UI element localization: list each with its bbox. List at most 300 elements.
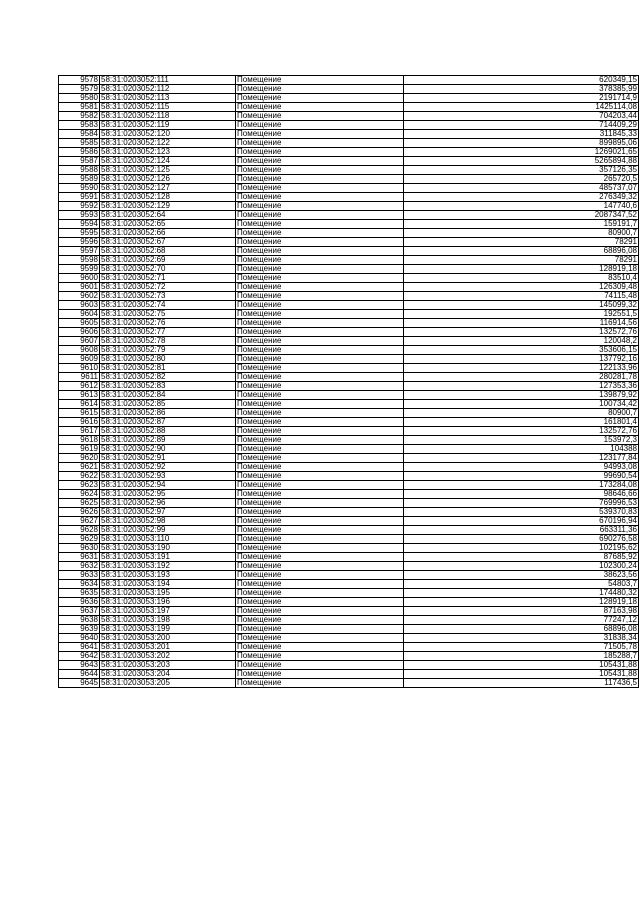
object-type-cell: Помещение xyxy=(236,184,404,193)
object-type-cell: Помещение xyxy=(236,418,404,427)
table-row xyxy=(59,445,639,454)
object-type-cell: Помещение xyxy=(236,247,404,256)
table-row xyxy=(59,238,639,247)
cadastral-value-cell: 690276,58 xyxy=(404,535,639,544)
row-number-cell: 9644 xyxy=(59,670,100,679)
table-row xyxy=(59,409,639,418)
table-row xyxy=(59,319,639,328)
object-type-cell: Помещение xyxy=(236,94,404,103)
cadastral-value-cell: 102300,24 xyxy=(404,562,639,571)
row-number-cell: 9605 xyxy=(59,319,100,328)
table-row xyxy=(59,130,639,139)
table-row xyxy=(59,265,639,274)
table-row xyxy=(59,166,639,175)
cadastral-number-cell: 58:31:0203052:124 xyxy=(100,157,236,166)
cadastral-value-cell: 153972,3 xyxy=(404,436,639,445)
row-number-cell: 9608 xyxy=(59,346,100,355)
object-type-cell: Помещение xyxy=(236,580,404,589)
cadastral-number-cell: 58:31:0203052:66 xyxy=(100,229,236,238)
row-number-cell: 9585 xyxy=(59,139,100,148)
cadastral-value-cell: 68896,08 xyxy=(404,247,639,256)
object-type-cell: Помещение xyxy=(236,319,404,328)
table-row xyxy=(59,400,639,409)
table-row xyxy=(59,112,639,121)
cadastral-value-cell: 54803,7 xyxy=(404,580,639,589)
cadastral-value-cell: 80900,7 xyxy=(404,409,639,418)
row-number-cell: 9606 xyxy=(59,328,100,337)
cadastral-number-cell: 58:31:0203052:86 xyxy=(100,409,236,418)
row-number-cell: 9616 xyxy=(59,418,100,427)
object-type-cell: Помещение xyxy=(236,202,404,211)
row-number-cell: 9596 xyxy=(59,238,100,247)
row-number-cell: 9640 xyxy=(59,634,100,643)
cadastral-value-cell: 123177,84 xyxy=(404,454,639,463)
object-type-cell: Помещение xyxy=(236,238,404,247)
row-number-cell: 9634 xyxy=(59,580,100,589)
row-number-cell: 9592 xyxy=(59,202,100,211)
table-row xyxy=(59,337,639,346)
object-type-cell: Помещение xyxy=(236,436,404,445)
object-type-cell: Помещение xyxy=(236,121,404,130)
cadastral-value-cell: 139879,92 xyxy=(404,391,639,400)
table-row xyxy=(59,427,639,436)
cadastral-number-cell: 58:31:0203052:79 xyxy=(100,346,236,355)
table-row xyxy=(59,310,639,319)
row-number-cell: 9593 xyxy=(59,211,100,220)
object-type-cell: Помещение xyxy=(236,76,404,85)
cadastral-number-cell: 58:31:0203052:83 xyxy=(100,382,236,391)
row-number-cell: 9643 xyxy=(59,661,100,670)
row-number-cell: 9627 xyxy=(59,517,100,526)
row-number-cell: 9581 xyxy=(59,103,100,112)
cadastral-value-cell: 704203,44 xyxy=(404,112,639,121)
table-row xyxy=(59,373,639,382)
object-type-cell: Помещение xyxy=(236,544,404,553)
table-row xyxy=(59,553,639,562)
cadastral-number-cell: 58:31:0203052:120 xyxy=(100,130,236,139)
table-row xyxy=(59,382,639,391)
table-row xyxy=(59,616,639,625)
object-type-cell: Помещение xyxy=(236,625,404,634)
row-number-cell: 9609 xyxy=(59,355,100,364)
cadastral-number-cell: 58:31:0203052:67 xyxy=(100,238,236,247)
object-type-cell: Помещение xyxy=(236,526,404,535)
cadastral-number-cell: 58:31:0203052:93 xyxy=(100,472,236,481)
cadastral-value-cell: 161801,4 xyxy=(404,418,639,427)
cadastral-value-cell: 265720,5 xyxy=(404,175,639,184)
table-row xyxy=(59,463,639,472)
object-type-cell: Помещение xyxy=(236,157,404,166)
cadastral-value-cell: 173284,08 xyxy=(404,481,639,490)
table-row xyxy=(59,355,639,364)
row-number-cell: 9583 xyxy=(59,121,100,130)
object-type-cell: Помещение xyxy=(236,292,404,301)
cadastral-number-cell: 58:31:0203052:73 xyxy=(100,292,236,301)
row-number-cell: 9645 xyxy=(59,679,100,688)
table-row xyxy=(59,301,639,310)
cadastral-value-cell: 663311,36 xyxy=(404,526,639,535)
row-number-cell: 9595 xyxy=(59,229,100,238)
row-number-cell: 9620 xyxy=(59,454,100,463)
object-type-cell: Помещение xyxy=(236,355,404,364)
table-row xyxy=(59,175,639,184)
table-row xyxy=(59,481,639,490)
cadastral-value-cell: 77247,12 xyxy=(404,616,639,625)
table-row xyxy=(59,211,639,220)
table-row xyxy=(59,580,639,589)
cadastral-value-cell: 128919,18 xyxy=(404,598,639,607)
cadastral-value-cell: 126309,48 xyxy=(404,283,639,292)
cadastral-value-cell: 98646,66 xyxy=(404,490,639,499)
cadastral-value-cell: 276349,32 xyxy=(404,193,639,202)
cadastral-value-cell: 2087347,52 xyxy=(404,211,639,220)
cadastral-value-cell: 185288,7 xyxy=(404,652,639,661)
cadastral-value-cell: 94993,08 xyxy=(404,463,639,472)
table-row xyxy=(59,625,639,634)
cadastral-value-cell: 102195,62 xyxy=(404,544,639,553)
table-row xyxy=(59,229,639,238)
table-row xyxy=(59,661,639,670)
cadastral-number-cell: 58:31:0203053:200 xyxy=(100,634,236,643)
cadastral-value-cell: 117436,5 xyxy=(404,679,639,688)
row-number-cell: 9624 xyxy=(59,490,100,499)
cadastral-value-cell: 122133,96 xyxy=(404,364,639,373)
table-row xyxy=(59,148,639,157)
object-type-cell: Помещение xyxy=(236,265,404,274)
table-row xyxy=(59,454,639,463)
cadastral-value-cell: 5265894,88 xyxy=(404,157,639,166)
table-row xyxy=(59,643,639,652)
object-type-cell: Помещение xyxy=(236,139,404,148)
table-row xyxy=(59,76,639,85)
table-row xyxy=(59,193,639,202)
table-row xyxy=(59,535,639,544)
row-number-cell: 9633 xyxy=(59,571,100,580)
cadastral-value-cell: 105431,88 xyxy=(404,661,639,670)
object-type-cell: Помещение xyxy=(236,508,404,517)
object-type-cell: Помещение xyxy=(236,274,404,283)
table-row xyxy=(59,184,639,193)
row-number-cell: 9604 xyxy=(59,310,100,319)
cadastral-value-cell: 99690,54 xyxy=(404,472,639,481)
cadastral-number-cell: 58:31:0203052:95 xyxy=(100,490,236,499)
object-type-cell: Помещение xyxy=(236,328,404,337)
cadastral-number-cell: 58:31:0203052:123 xyxy=(100,148,236,157)
cadastral-number-cell: 58:31:0203053:196 xyxy=(100,598,236,607)
cadastral-number-cell: 58:31:0203052:88 xyxy=(100,427,236,436)
object-type-cell: Помещение xyxy=(236,148,404,157)
cadastral-number-cell: 58:31:0203053:191 xyxy=(100,553,236,562)
object-type-cell: Помещение xyxy=(236,373,404,382)
table-row xyxy=(59,517,639,526)
cadastral-number-cell: 58:31:0203052:115 xyxy=(100,103,236,112)
table-row xyxy=(59,571,639,580)
object-type-cell: Помещение xyxy=(236,535,404,544)
cadastral-number-cell: 58:31:0203052:75 xyxy=(100,310,236,319)
row-number-cell: 9623 xyxy=(59,481,100,490)
object-type-cell: Помещение xyxy=(236,175,404,184)
cadastral-number-cell: 58:31:0203052:74 xyxy=(100,301,236,310)
cadastral-number-cell: 58:31:0203053:194 xyxy=(100,580,236,589)
cadastral-number-cell: 58:31:0203052:128 xyxy=(100,193,236,202)
cadastral-number-cell: 58:31:0203052:68 xyxy=(100,247,236,256)
cadastral-number-cell: 58:31:0203053:205 xyxy=(100,679,236,688)
object-type-cell: Помещение xyxy=(236,490,404,499)
row-number-cell: 9599 xyxy=(59,265,100,274)
cadastral-value-cell: 539370,83 xyxy=(404,508,639,517)
table-row xyxy=(59,157,639,166)
cadastral-number-cell: 58:31:0203053:199 xyxy=(100,625,236,634)
row-number-cell: 9642 xyxy=(59,652,100,661)
table-row xyxy=(59,202,639,211)
cadastral-number-cell: 58:31:0203053:203 xyxy=(100,661,236,670)
table-row xyxy=(59,274,639,283)
cadastral-number-cell: 58:31:0203052:81 xyxy=(100,364,236,373)
row-number-cell: 9631 xyxy=(59,553,100,562)
table-row xyxy=(59,220,639,229)
row-number-cell: 9635 xyxy=(59,589,100,598)
cadastral-number-cell: 58:31:0203052:96 xyxy=(100,499,236,508)
cadastral-number-cell: 58:31:0203052:69 xyxy=(100,256,236,265)
object-type-cell: Помещение xyxy=(236,598,404,607)
cadastral-number-cell: 58:31:0203052:94 xyxy=(100,481,236,490)
table-row xyxy=(59,562,639,571)
cadastral-number-cell: 58:31:0203052:71 xyxy=(100,274,236,283)
cadastral-number-cell: 58:31:0203052:126 xyxy=(100,175,236,184)
table-row xyxy=(59,283,639,292)
cadastral-value-cell: 80900,7 xyxy=(404,229,639,238)
cadastral-value-cell: 357126,35 xyxy=(404,166,639,175)
row-number-cell: 9625 xyxy=(59,499,100,508)
table-row xyxy=(59,247,639,256)
row-number-cell: 9622 xyxy=(59,472,100,481)
table-row xyxy=(59,607,639,616)
cadastral-value-cell: 192551,5 xyxy=(404,310,639,319)
cadastral-number-cell: 58:31:0203052:77 xyxy=(100,328,236,337)
row-number-cell: 9582 xyxy=(59,112,100,121)
row-number-cell: 9641 xyxy=(59,643,100,652)
row-number-cell: 9601 xyxy=(59,283,100,292)
row-number-cell: 9618 xyxy=(59,436,100,445)
table-row xyxy=(59,634,639,643)
object-type-cell: Помещение xyxy=(236,571,404,580)
cadastral-value-cell: 132572,76 xyxy=(404,427,639,436)
table-row xyxy=(59,589,639,598)
cadastral-number-cell: 58:31:0203052:80 xyxy=(100,355,236,364)
object-type-cell: Помещение xyxy=(236,634,404,643)
cadastral-number-cell: 58:31:0203052:92 xyxy=(100,463,236,472)
object-type-cell: Помещение xyxy=(236,337,404,346)
object-type-cell: Помещение xyxy=(236,454,404,463)
object-type-cell: Помещение xyxy=(236,85,404,94)
cadastral-number-cell: 58:31:0203053:197 xyxy=(100,607,236,616)
object-type-cell: Помещение xyxy=(236,661,404,670)
cadastral-number-cell: 58:31:0203052:78 xyxy=(100,337,236,346)
row-number-cell: 9598 xyxy=(59,256,100,265)
cadastral-value-cell: 2191714,9 xyxy=(404,94,639,103)
object-type-cell: Помещение xyxy=(236,256,404,265)
cadastral-number-cell: 58:31:0203053:110 xyxy=(100,535,236,544)
cadastral-number-cell: 58:31:0203053:204 xyxy=(100,670,236,679)
table-row xyxy=(59,418,639,427)
table-row xyxy=(59,328,639,337)
cadastral-value-cell: 74115,48 xyxy=(404,292,639,301)
cadastral-value-cell: 78291 xyxy=(404,256,639,265)
cadastral-number-cell: 58:31:0203052:72 xyxy=(100,283,236,292)
cadastral-number-cell: 58:31:0203052:122 xyxy=(100,139,236,148)
cadastral-value-cell: 116914,56 xyxy=(404,319,639,328)
cadastral-value-cell: 485737,07 xyxy=(404,184,639,193)
object-type-cell: Помещение xyxy=(236,499,404,508)
row-number-cell: 9603 xyxy=(59,301,100,310)
table-row xyxy=(59,670,639,679)
table-row xyxy=(59,391,639,400)
row-number-cell: 9597 xyxy=(59,247,100,256)
cadastral-value-cell: 100734,42 xyxy=(404,400,639,409)
object-type-cell: Помещение xyxy=(236,400,404,409)
object-type-cell: Помещение xyxy=(236,112,404,121)
cadastral-number-cell: 58:31:0203052:127 xyxy=(100,184,236,193)
object-type-cell: Помещение xyxy=(236,409,404,418)
object-type-cell: Помещение xyxy=(236,679,404,688)
row-number-cell: 9637 xyxy=(59,607,100,616)
cadastral-value-cell: 311845,33 xyxy=(404,130,639,139)
cadastral-value-cell: 899895,06 xyxy=(404,139,639,148)
object-type-cell: Помещение xyxy=(236,643,404,652)
object-type-cell: Помещение xyxy=(236,301,404,310)
table-row xyxy=(59,490,639,499)
table-row xyxy=(59,679,639,688)
table-row xyxy=(59,346,639,355)
row-number-cell: 9636 xyxy=(59,598,100,607)
row-number-cell: 9626 xyxy=(59,508,100,517)
object-type-cell: Помещение xyxy=(236,445,404,454)
cadastral-value-cell: 83510,4 xyxy=(404,274,639,283)
row-number-cell: 9611 xyxy=(59,373,100,382)
table-row xyxy=(59,139,639,148)
row-number-cell: 9587 xyxy=(59,157,100,166)
table-row xyxy=(59,121,639,130)
object-type-cell: Помещение xyxy=(236,103,404,112)
table-row xyxy=(59,472,639,481)
cadastral-value-cell: 1425114,08 xyxy=(404,103,639,112)
cadastral-value-cell: 137792,16 xyxy=(404,355,639,364)
row-number-cell: 9586 xyxy=(59,148,100,157)
table-row xyxy=(59,544,639,553)
cadastral-number-cell: 58:31:0203052:84 xyxy=(100,391,236,400)
cadastral-value-cell: 128919,18 xyxy=(404,265,639,274)
cadastral-number-cell: 58:31:0203052:118 xyxy=(100,112,236,121)
cadastral-value-cell: 87163,98 xyxy=(404,607,639,616)
object-type-cell: Помещение xyxy=(236,166,404,175)
cadastral-number-cell: 58:31:0203052:85 xyxy=(100,400,236,409)
row-number-cell: 9638 xyxy=(59,616,100,625)
object-type-cell: Помещение xyxy=(236,391,404,400)
registry-table-body xyxy=(59,76,639,688)
table-row xyxy=(59,94,639,103)
row-number-cell: 9594 xyxy=(59,220,100,229)
table-row xyxy=(59,256,639,265)
cadastral-value-cell: 127353,36 xyxy=(404,382,639,391)
cadastral-number-cell: 58:31:0203052:98 xyxy=(100,517,236,526)
row-number-cell: 9591 xyxy=(59,193,100,202)
cadastral-number-cell: 58:31:0203052:113 xyxy=(100,94,236,103)
object-type-cell: Помещение xyxy=(236,607,404,616)
cadastral-value-cell: 120048,2 xyxy=(404,337,639,346)
row-number-cell: 9630 xyxy=(59,544,100,553)
row-number-cell: 9590 xyxy=(59,184,100,193)
cadastral-value-cell: 174480,32 xyxy=(404,589,639,598)
cadastral-value-cell: 353606,15 xyxy=(404,346,639,355)
object-type-cell: Помещение xyxy=(236,382,404,391)
table-row xyxy=(59,103,639,112)
cadastral-number-cell: 58:31:0203052:99 xyxy=(100,526,236,535)
table-row xyxy=(59,652,639,661)
row-number-cell: 9639 xyxy=(59,625,100,634)
table-row xyxy=(59,436,639,445)
row-number-cell: 9579 xyxy=(59,85,100,94)
object-type-cell: Помещение xyxy=(236,481,404,490)
object-type-cell: Помещение xyxy=(236,670,404,679)
cadastral-value-cell: 78291 xyxy=(404,238,639,247)
cadastral-number-cell: 58:31:0203052:119 xyxy=(100,121,236,130)
cadastral-number-cell: 58:31:0203053:198 xyxy=(100,616,236,625)
cadastral-value-cell: 68896,08 xyxy=(404,625,639,634)
cadastral-value-cell: 670196,94 xyxy=(404,517,639,526)
table-row xyxy=(59,292,639,301)
cadastral-number-cell: 58:31:0203052:111 xyxy=(100,76,236,85)
object-type-cell: Помещение xyxy=(236,193,404,202)
object-type-cell: Помещение xyxy=(236,364,404,373)
object-type-cell: Помещение xyxy=(236,229,404,238)
row-number-cell: 9600 xyxy=(59,274,100,283)
cadastral-number-cell: 58:31:0203052:65 xyxy=(100,220,236,229)
object-type-cell: Помещение xyxy=(236,463,404,472)
table-row xyxy=(59,499,639,508)
table-row xyxy=(59,85,639,94)
row-number-cell: 9612 xyxy=(59,382,100,391)
object-type-cell: Помещение xyxy=(236,346,404,355)
row-number-cell: 9602 xyxy=(59,292,100,301)
table-row xyxy=(59,526,639,535)
object-type-cell: Помещение xyxy=(236,562,404,571)
cadastral-value-cell: 132572,76 xyxy=(404,328,639,337)
cadastral-value-cell: 620349,15 xyxy=(404,76,639,85)
cadastral-number-cell: 58:31:0203053:192 xyxy=(100,562,236,571)
cadastral-number-cell: 58:31:0203052:91 xyxy=(100,454,236,463)
object-type-cell: Помещение xyxy=(236,616,404,625)
row-number-cell: 9588 xyxy=(59,166,100,175)
cadastral-value-cell: 105431,88 xyxy=(404,670,639,679)
row-number-cell: 9619 xyxy=(59,445,100,454)
table-row xyxy=(59,508,639,517)
row-number-cell: 9607 xyxy=(59,337,100,346)
object-type-cell: Помещение xyxy=(236,220,404,229)
cadastral-value-cell: 714409,29 xyxy=(404,121,639,130)
object-type-cell: Помещение xyxy=(236,310,404,319)
cadastral-number-cell: 58:31:0203052:87 xyxy=(100,418,236,427)
cadastral-value-cell: 147740,6 xyxy=(404,202,639,211)
cadastral-number-cell: 58:31:0203052:112 xyxy=(100,85,236,94)
cadastral-number-cell: 58:31:0203052:90 xyxy=(100,445,236,454)
row-number-cell: 9629 xyxy=(59,535,100,544)
cadastral-value-cell: 280281,78 xyxy=(404,373,639,382)
object-type-cell: Помещение xyxy=(236,517,404,526)
row-number-cell: 9613 xyxy=(59,391,100,400)
cadastral-number-cell: 58:31:0203053:190 xyxy=(100,544,236,553)
row-number-cell: 9617 xyxy=(59,427,100,436)
cadastral-number-cell: 58:31:0203052:64 xyxy=(100,211,236,220)
